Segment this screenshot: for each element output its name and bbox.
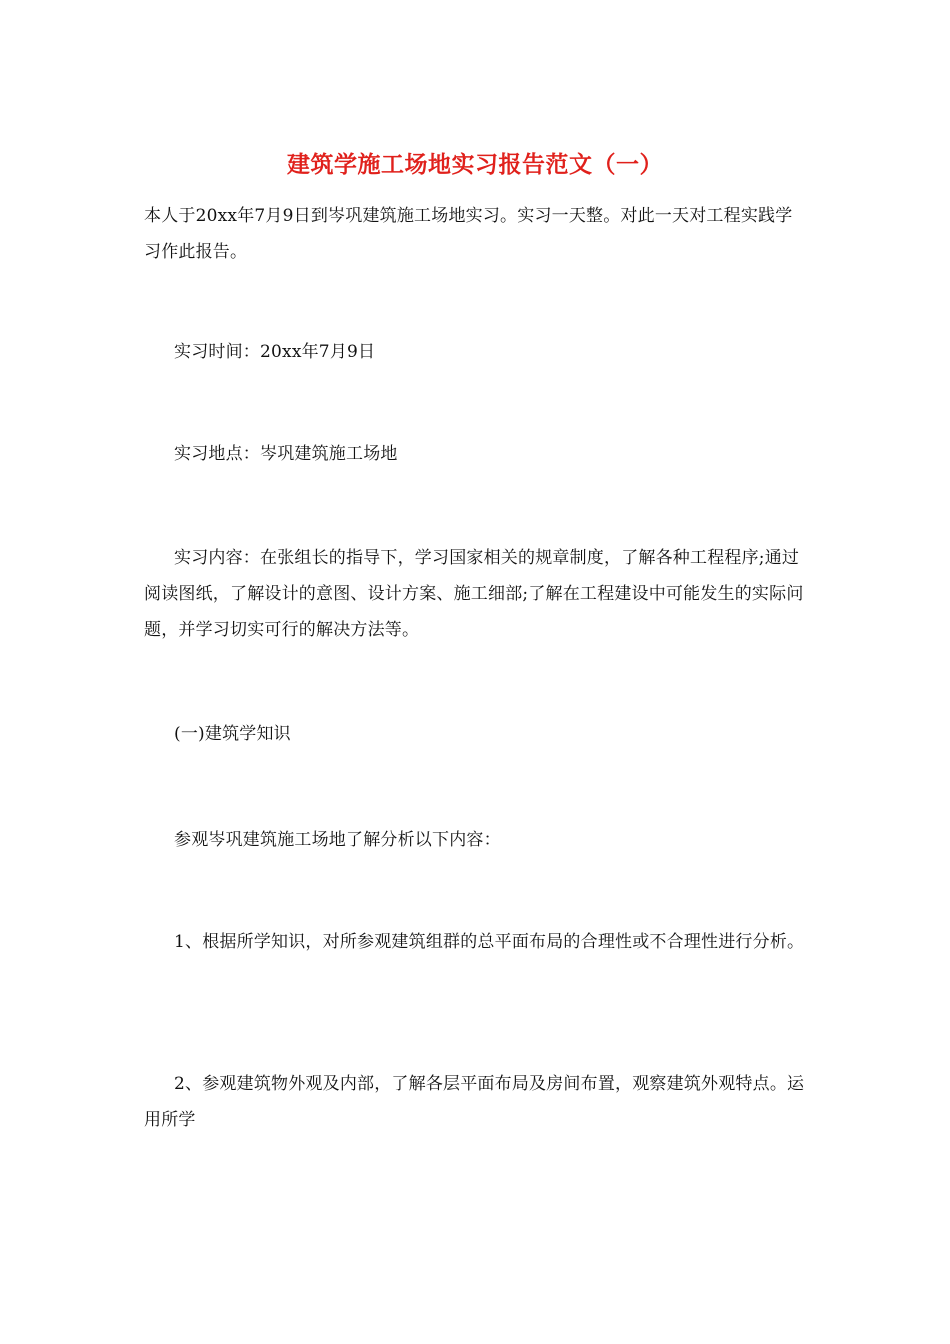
document-title: 建筑学施工场地实习报告范文（一） [287, 151, 663, 178]
list-item-1: 1、根据所学知识，对所参观建筑组群的总平面布局的合理性或不合理性进行分析。 [174, 932, 805, 952]
visit-intro-paragraph: 参观岑巩建筑施工场地了解分析以下内容： [174, 830, 501, 850]
section-heading-architecture: (一)建筑学知识 [174, 724, 291, 744]
internship-content: 实习内容：在张组长的指导下，学习国家相关的规章制度，了解各种工程程序;通过阅读图纸，了解设计的意图、设计方案、施工细部;了解在工程建设中可能发生的实际问题，并学习切实可行的解决方法等。 [144, 548, 804, 640]
list-item-2: 2、参观建筑物外观及内部，了解各层平面布局及房间布置，观察建筑外观特点。运用所学 [144, 1074, 805, 1130]
intro-paragraph: 本人于20xx年7月9日到岑巩建筑施工场地实习。实习一天整。对此一天对工程实践学习作此报告。 [144, 206, 793, 262]
internship-time: 实习时间：20xx年7月9日 [174, 342, 376, 362]
internship-location: 实习地点：岑巩建筑施工场地 [174, 444, 398, 464]
